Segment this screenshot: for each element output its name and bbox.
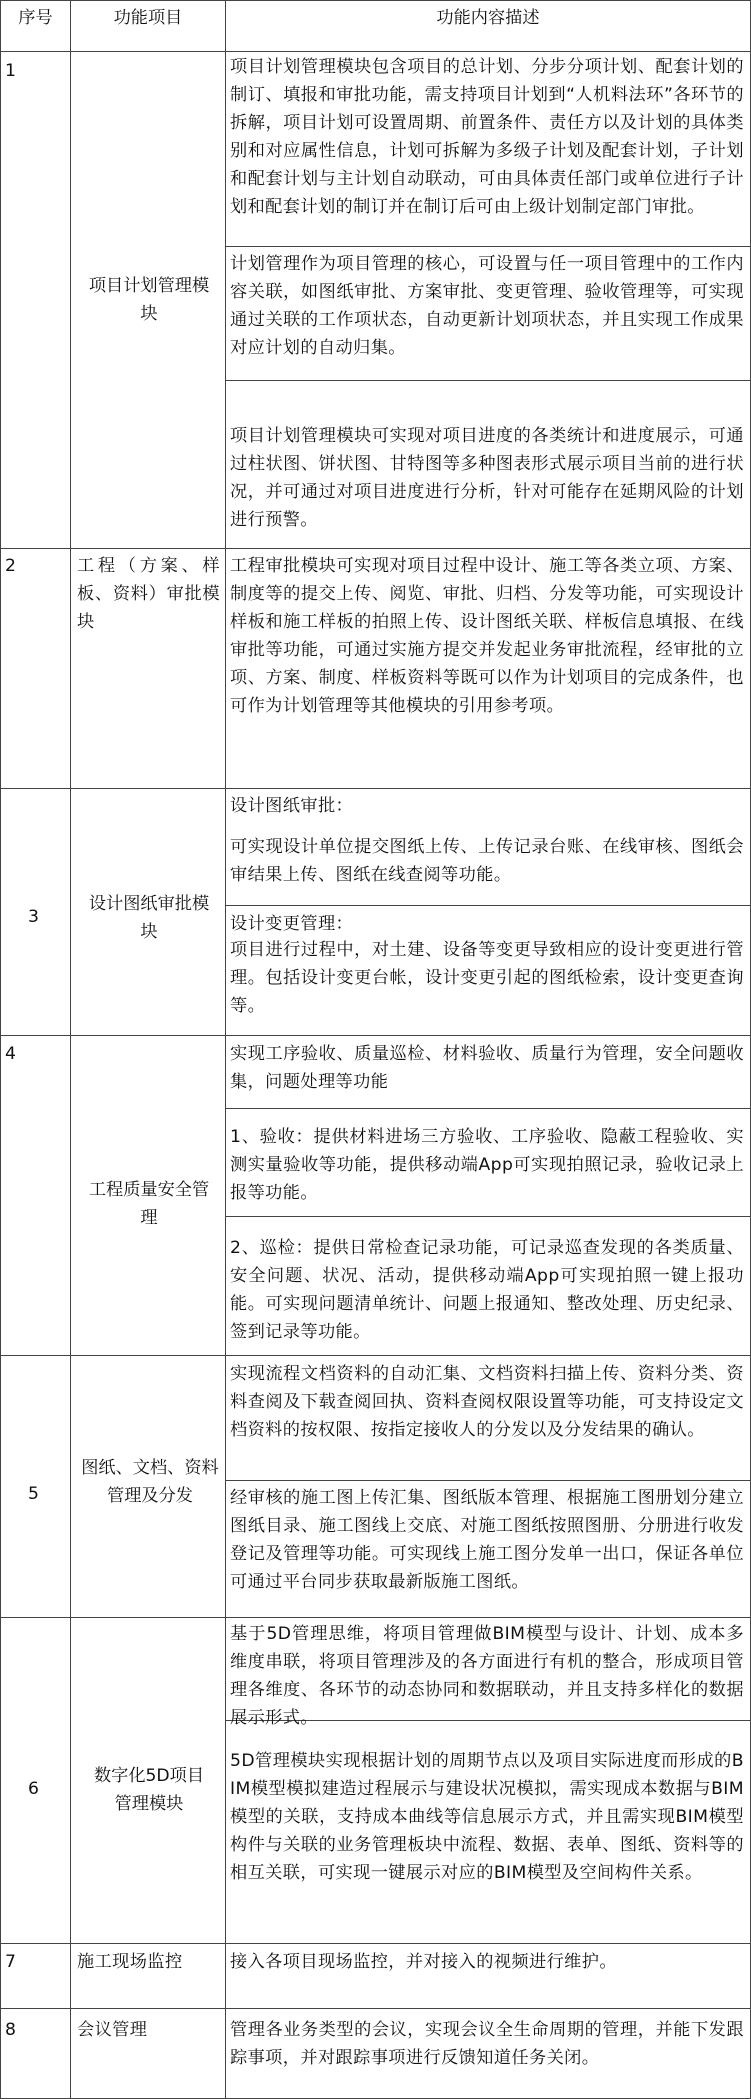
header-item: 功能项目 [113, 8, 183, 28]
table-border-left [0, 0, 1, 2099]
header-description: 功能内容描述 [436, 8, 540, 28]
row-description: 设计变更管理： [230, 914, 354, 934]
row-description: 工程审批模块可实现对项目过程中设计、施工等各类立项、方案、制度等的提交上传、阅览、审批、归档、分发等功能，可实现设计样板和施工样板的拍照上传、设计图纸关联、样板信息填报、在线审批等功能，可通过实施方提交并发起业务审批流程，经审批的立项、方案、制度、样板资料等既可以作为计划项目的完成条件，也可作为计划管理等其他模块的引用参考项。 [230, 556, 744, 716]
row-divider [0, 1035, 751, 1036]
row-divider [0, 548, 751, 549]
row-divider [0, 788, 751, 789]
row-number: 3 [28, 907, 39, 927]
row-item: 会议管理 [77, 2020, 148, 2040]
row-number: 2 [5, 556, 16, 576]
row-description: 项目计划管理模块包含项目的总计划、分步分项计划、配套计划的制订、填报和审批功能，需支持项目计划到“人机料法环”各环节的拆解，项目计划可设置周期、前置条件、责任方以及计划的具体类别和对应属性信息，计划可拆解为多级子计划及配套计划，子计划和配套计划与主计划自动联动，可由具体责任部门或单位进行子计划和配套计划的制订并在制订后可由上级计划制定部门审批。 [230, 57, 744, 217]
row-number: 5 [28, 1484, 39, 1504]
header-number: 序号 [18, 8, 53, 28]
row-divider [0, 1943, 751, 1944]
row-number: 8 [5, 2020, 16, 2040]
subcell-divider [225, 1480, 751, 1481]
row-description: 接入各项目现场监控，并对接入的视频进行维护。 [230, 1952, 617, 1972]
row-item: 工程（方案、样板、资料）审批模块 [77, 556, 220, 632]
row-description: 基于5D管理思维，将项目管理做BIM模型与设计、计划、成本多维度串联，将项目管理涉及的各方面进行有机的整合，形成项目管理各维度、各环节的动态协同和数据联动，并且支持多样化的数据展示形式。 [230, 1624, 744, 1728]
row-description: 5D管理模块实现根据计划的周期节点以及项目实际进度而形成的BIM模型模拟建造过程展示与建设状况模拟，需实现成本数据与BIM模型的关联，支持成本曲线等信息展示方式，并且需实现BIM模型构件与关联的业务管理板块中流程、数据、表单、图纸、资料等的相互关联，可实现一键展示对应的BIM模型及空间构件关系。 [230, 1751, 744, 1883]
subcell-divider [225, 1108, 751, 1109]
subcell-divider [225, 1216, 751, 1217]
row-description: 2、巡检：提供日常检查记录功能，可记录巡查发现的各类质量、安全问题、状况、活动，提供移动端App可实现拍照一键上报功能。可实现问题清单统计、问题上报通知、整改处理、历史纪录、签到记录等功能。 [230, 1238, 744, 1342]
row-item: 设计图纸审批模块 [88, 894, 210, 942]
row-description: 实现工序验收、质量巡检、材料验收、质量行为管理，安全问题收集，问题处理等功能 [230, 1044, 744, 1092]
row-item: 工程质量安全管理 [88, 1180, 210, 1228]
row-divider [0, 51, 751, 52]
column-divider [70, 0, 71, 2099]
row-divider [0, 1617, 751, 1618]
subcell-divider [225, 905, 751, 906]
table-border-top [0, 0, 751, 1]
column-divider [225, 0, 226, 2099]
row-description: 设计图纸审批： [230, 796, 354, 816]
row-description: 项目进行过程中，对土建、设备等变更导致相应的设计变更进行管理。包括设计变更台帐，设计变更引起的图纸检索，设计变更查询等。 [230, 940, 744, 1016]
row-divider [0, 2008, 751, 2009]
subcell-divider [225, 380, 751, 381]
row-item: 项目计划管理模块 [88, 276, 210, 324]
row-divider [0, 1355, 751, 1356]
row-item: 数字化5D项目管理模块 [93, 1766, 205, 1814]
subcell-divider [225, 246, 751, 247]
row-description: 经审核的施工图上传汇集、图纸版本管理、根据施工图册划分建立图纸目录、施工图线上交底、对施工图纸按照图册、分册进行收发登记及管理等功能。可实现线上施工图分发单一出口，保证各单位可通过平台同步获取最新版施工图纸。 [230, 1488, 744, 1592]
row-number: 1 [5, 61, 16, 81]
row-number: 4 [5, 1044, 16, 1064]
row-description: 项目计划管理模块可实现对项目进度的各类统计和进度展示，可通过柱状图、饼状图、甘特图等多种图表形式展示项目当前的进行状况，并可通过对项目进度进行分析，针对可能存在延期风险的计划进行预警。 [230, 426, 744, 530]
row-description: 1、验收：提供材料进场三方验收、工序验收、隐蔽工程验收、实测实量验收等功能，提供移动端App可实现拍照记录，验收记录上报等功能。 [230, 1127, 744, 1203]
row-description: 管理各业务类型的会议，实现会议全生命周期的管理，并能下发跟踪事项，并对跟踪事项进行反馈知道任务关闭。 [230, 2020, 744, 2068]
row-number: 6 [28, 1779, 39, 1799]
row-item: 施工现场监控 [77, 1952, 183, 1972]
row-description: 计划管理作为项目管理的核心，可设置与任一项目管理中的工作内容关联，如图纸审批、方案审批、变更管理、验收管理等，可实现通过关联的工作项状态，自动更新计划项状态，并且实现工作成果对应计划的自动归集。 [230, 254, 744, 358]
row-number: 7 [5, 1952, 16, 1972]
row-description: 实现流程文档资料的自动汇集、文档资料扫描上传、资料分类、资料查阅及下载查阅回执、资料查阅权限设置等功能，可支持设定文档资料的按权限、按指定接收人的分发以及分发结果的确认。 [230, 1364, 744, 1440]
row-item: 图纸、文档、资料管理及分发 [81, 1458, 219, 1506]
row-description: 可实现设计单位提交图纸上传、上传记录台账、在线审核、图纸会审结果上传、图纸在线查阅等功能。 [230, 837, 744, 885]
